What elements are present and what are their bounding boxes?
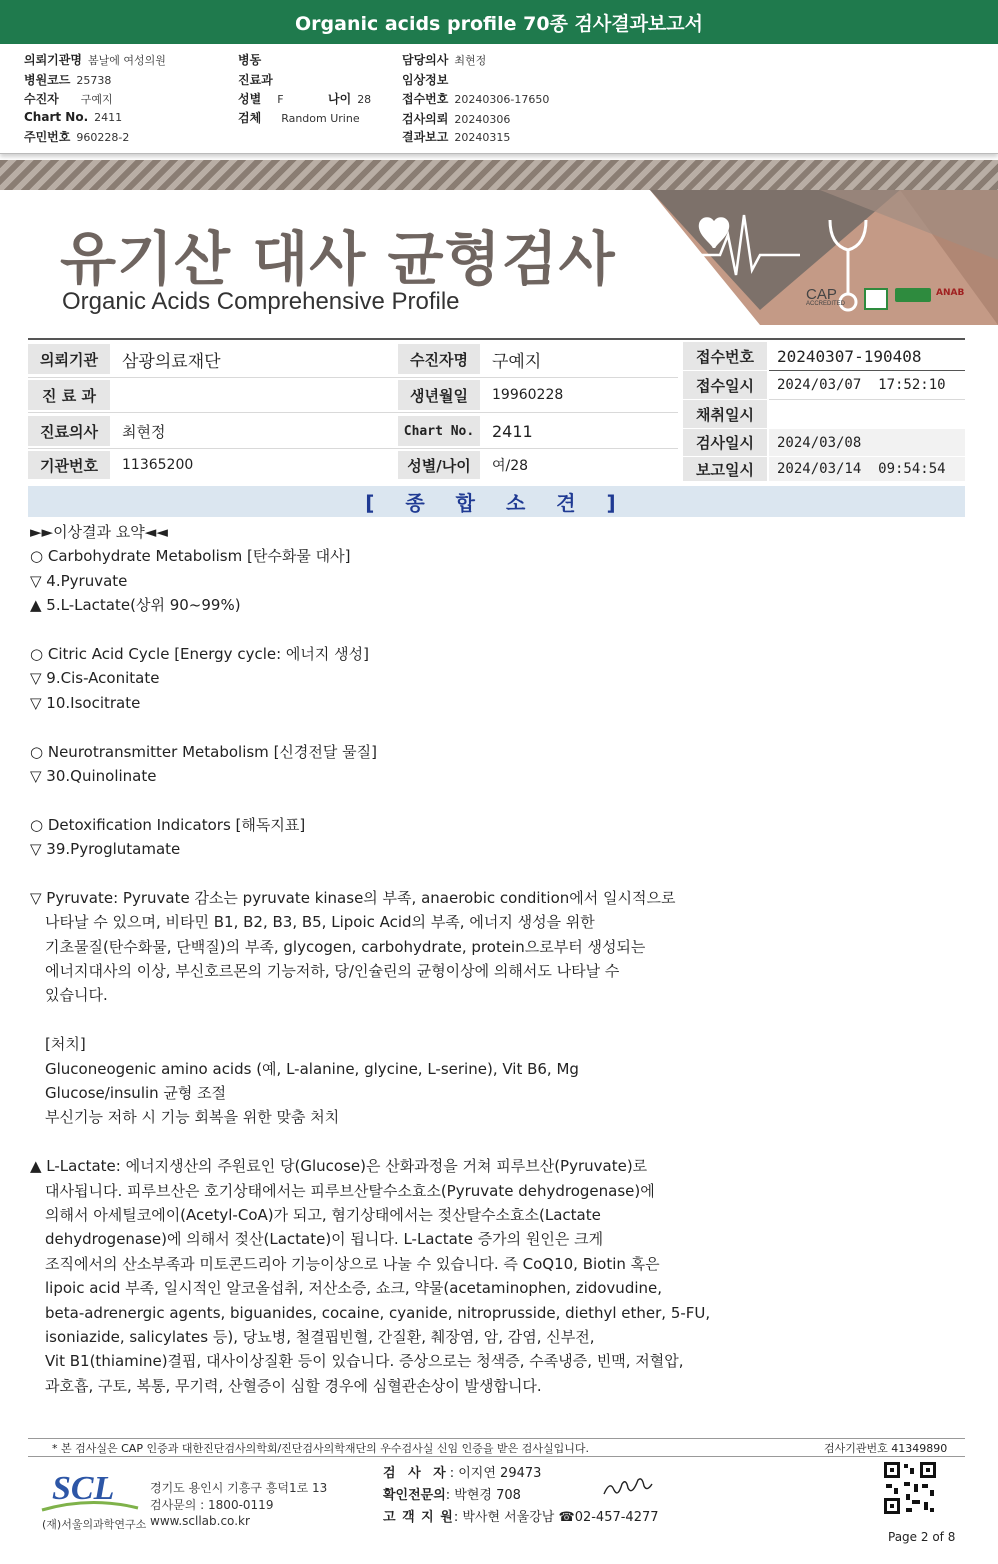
summary-line: 대사됩니다. 피루브산은 호기상태에서는 피루브산탈수소효소(Pyruvate dehydrogenase)에: [45, 1181, 655, 1200]
id-label: 주민번호: [24, 130, 71, 144]
lab-phone: 검사문의 : 1800-0119: [150, 1498, 274, 1512]
confirmer-label: 확인전문의: [383, 1488, 446, 1503]
summary-line: [처치]: [45, 1035, 86, 1054]
lab-website: www.scllab.co.kr: [150, 1514, 250, 1528]
summary-line: ▽ 39.Pyroglutamate: [30, 840, 181, 859]
org-no-value: 11365200: [114, 451, 394, 479]
receipt-value: 20240306-17650: [454, 93, 550, 106]
institution-value: 삼광의료재단: [114, 344, 394, 374]
lab-name: (재)서울의과학연구소: [42, 1518, 147, 1531]
result-label: 결과보고: [402, 130, 449, 144]
support-label: 고 객 지 원: [383, 1510, 454, 1525]
lab-id: 검사기관번호 41349890: [824, 1442, 948, 1455]
hospital-code-label: 병원코드: [24, 73, 71, 87]
summary-line: ○ Carbohydrate Metabolism [탄수화물 대사]: [30, 547, 351, 566]
age-value: 28: [357, 93, 372, 106]
org-no-label: 기관번호: [28, 451, 110, 479]
receipt-date-value: 2024/03/07 17:52:10: [769, 371, 965, 399]
summary-line: [30, 715, 780, 739]
report-date-label: 보고일시: [683, 457, 767, 481]
summary-title: [ 종 합 소 견 ]: [28, 486, 965, 517]
title-korean: 유기산 대사 균형검사: [60, 225, 616, 293]
institution-label: 의뢰기관명: [24, 53, 82, 67]
qr-code-icon: [882, 1460, 938, 1516]
scl-logo: SCL: [52, 1470, 115, 1507]
dept-value: [114, 380, 394, 410]
cap-logo: [806, 286, 845, 307]
signature-image: [600, 1478, 656, 1500]
scl-logo-swoosh-icon: [40, 1500, 140, 1514]
receipt-label: 접수번호: [683, 342, 767, 370]
summary-body: [30, 520, 780, 1398]
dept-label: 진료과: [238, 73, 273, 87]
summary-line: [30, 861, 780, 885]
collect-label: 채취일시: [683, 400, 767, 428]
chart-label: Chart No.: [398, 416, 480, 446]
institution-label: 의뢰기관: [28, 344, 110, 374]
accreditation-logo: [895, 288, 931, 302]
anab-logo: [936, 288, 964, 298]
report-date-value: 2024/03/14 09:54:54: [769, 457, 965, 481]
summary-line: ○ Detoxification Indicators [해독지표]: [30, 815, 306, 834]
patient-value: 구예지: [484, 344, 674, 374]
summary-line: 의해서 아세틸코에이(Acetyl-CoA)가 되고, 혐기상태에서는 젖산탈수소효소(Lactate: [45, 1205, 601, 1224]
summary-line: isoniazide, salicylates 등), 당뇨병, 철결핍빈혈, 간질환, 췌장염, 암, 감염, 신부전,: [45, 1327, 595, 1346]
doctor-label: 담당의사: [402, 53, 449, 67]
cap-logo-sub: ACCREDITED: [806, 301, 846, 307]
lab-address: 경기도 용인시 기흥구 흥덕1로 13: [150, 1481, 328, 1495]
summary-line: beta-adrenergic agents, biguanides, cocaine, cyanide, nitroprusside, diethyl ether, 5-FU,: [45, 1303, 711, 1322]
tester-value: : 이지연 29473: [449, 1466, 542, 1481]
doctor-value: 최현정: [454, 54, 487, 67]
summary-line: lipoic acid 부족, 일시적인 알코올섭취, 저산소증, 쇼크, 약물(acetaminophen, zidovudine,: [45, 1279, 663, 1298]
summary-line: Gluconeogenic amino acids (예, L-alanine, glycine, L-serine), Vit B6, Mg: [45, 1059, 579, 1078]
page-number: Page 2 of 8: [888, 1530, 956, 1544]
support-value: : 박사현 서울강남 ☎02-457-4277: [453, 1510, 659, 1525]
receipt-value: 20240307-190408: [769, 342, 965, 370]
dob-label: 생년월일: [398, 380, 480, 410]
summary-line: dehydrogenase)에 의해서 젖산(Lactate)이 됩니다. L-Lactate 증가의 원인은 크게: [45, 1230, 604, 1249]
patient-label: 수진자: [24, 92, 59, 106]
summary-line: ▽ Pyruvate: Pyruvate 감소는 pyruvate kinase의 부족, anaerobic condition에서 일시적으로: [30, 888, 676, 907]
specimen-value: Random Urine: [281, 112, 360, 125]
sex-age-value: 여/28: [484, 451, 674, 479]
summary-line: ►►이상결과 요약◄◄: [30, 523, 168, 541]
specimen-label: 검체: [238, 111, 262, 125]
summary-line: [30, 1008, 780, 1032]
summary-line: 있습니다.: [45, 986, 108, 1005]
id-value: 960228-2: [76, 131, 130, 144]
result-value: 20240315: [454, 131, 511, 144]
summary-line: [30, 788, 780, 812]
sex-label: 성별: [238, 92, 262, 106]
summary-line: ▲ L-Lactate: 에너지생산의 주원료인 당(Glucose)은 산화과정을 거쳐 피루브산(Pyruvate)로: [30, 1157, 648, 1176]
summary-line: ▽ 4.Pyruvate: [30, 571, 128, 590]
chart-value: 2411: [94, 111, 123, 124]
summary-line: ▽ 30.Quinolinate: [30, 766, 157, 785]
footer-note: * 본 검사실은 CAP 인증과 대한진단검사의학회/진단검사의학재단의 우수검사실 신임 인증을 받은 검사실입니다.: [52, 1442, 590, 1455]
institution-value: 봄날에 여성의원: [87, 54, 166, 67]
report-title-bar: [0, 0, 998, 44]
summary-line: ▽ 10.Isocitrate: [30, 693, 141, 712]
sex-age-label: 성별/나이: [398, 451, 480, 479]
test-date-label: 검사일시: [683, 429, 767, 456]
confirmer-value: : 박현경 708: [445, 1488, 521, 1503]
summary-line: 조직에서의 산소부족과 미토콘드리아 기능이상으로 나눌 수 있습니다. 즉 CoQ10, Biotin 혹은: [45, 1254, 660, 1273]
summary-line: Vit B1(thiamine)결핍, 대사이상질환 등이 있습니다. 증상으로는 청색증, 수족냉증, 빈맥, 저혈압,: [45, 1352, 684, 1371]
doctor-label: 진료의사: [28, 416, 110, 446]
summary-line: Glucose/insulin 균형 조절: [45, 1083, 227, 1102]
summary-line: ▲ 5.L-Lactate(상위 90~99%): [30, 596, 241, 615]
cap-logo-text: CAP: [806, 286, 837, 303]
summary-line: ▽ 9.Cis-Aconitate: [30, 669, 160, 688]
patient-info-table: [28, 338, 965, 483]
report-title: Organic acids profile 70종 검사결과보고서: [295, 12, 703, 35]
summary-line: ○ Neurotransmitter Metabolism [신경전달 물질]: [30, 742, 377, 761]
chart-label: Chart No.: [24, 110, 89, 124]
receipt-date-label: 접수일시: [683, 371, 767, 399]
dob-value: 19960228: [484, 380, 674, 410]
age-label: 나이: [328, 92, 352, 106]
lm-logo: [864, 288, 888, 310]
summary-line: 기초물질(탄수화물, 단백질)의 부족, glycogen, carbohydrate, protein으로부터 생성되는: [45, 937, 646, 956]
title-english: Organic Acids Comprehensive Profile: [62, 288, 460, 315]
receipt-label: 접수번호: [402, 92, 449, 106]
ward-label: 병동: [238, 53, 262, 67]
collect-value: [769, 400, 965, 428]
summary-line: ○ Citric Acid Cycle [Energy cycle: 에너지 생성]: [30, 644, 369, 663]
dept-label: 진 료 과: [28, 380, 110, 410]
sex-value: F: [277, 93, 284, 106]
test-date-value: 2024/03/08: [769, 429, 965, 456]
request-value: 20240306: [454, 113, 511, 126]
summary-line: 부신기능 저하 시 기능 회복을 위한 맞춤 처치: [45, 1108, 340, 1127]
doctor-value: 최현정: [114, 416, 394, 446]
summary-line: [30, 1130, 780, 1154]
chart-value: 2411: [484, 416, 674, 446]
clinical-label: 임상정보: [402, 73, 449, 87]
anab-logo-text: ANAB: [936, 288, 965, 298]
tester-label: 검 사 자: [383, 1466, 450, 1481]
patient-summary-panel: [0, 44, 998, 154]
patient-label: 수진자명: [398, 344, 480, 374]
request-label: 검사의뢰: [402, 112, 449, 126]
summary-line: 과호흡, 구토, 복통, 무기력, 산혈증이 심할 경우에 심혈관손상이 발생합니다.: [45, 1376, 542, 1395]
summary-line: 나타날 수 있으며, 비타민 B1, B2, B3, B5, Lipoic Acid의 부족, 에너지 생성을 위한: [45, 913, 595, 932]
summary-line: [30, 618, 780, 642]
patient-value: 구예지: [80, 93, 113, 106]
footer-divider: [28, 1438, 965, 1439]
footer-divider-2: [28, 1456, 965, 1457]
summary-line: 에너지대사의 이상, 부신호르몬의 기능저하, 당/인슐린의 균형이상에 의해서도 나타날 수: [45, 962, 620, 981]
hospital-code-value: 25738: [76, 74, 112, 87]
